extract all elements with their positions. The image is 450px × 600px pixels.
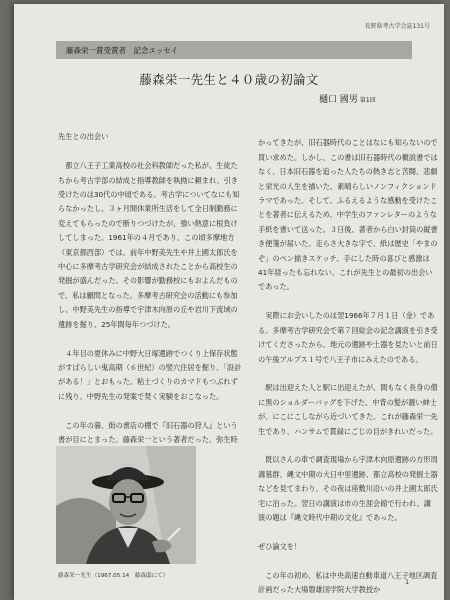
series-band [56,41,412,59]
author-line [319,92,376,105]
photo-caption: 藤森栄一先生（1967.05.14 藤森邸にて） [58,573,169,579]
series-label: 藤森栄一賞受賞者 記念エッセイ [66,46,179,55]
section-heading: ぜひ論文を！ [258,541,302,551]
page [14,4,444,600]
portrait-photo [56,446,196,564]
journal-header: 長野県考古学会誌131号 [364,23,430,30]
paragraph: 駅は出迎えた人と駅に出迎えたが、間もなく長身の僧に黒のショルダーバッグを下げた、中背の髪が濃い紳士が、にこにこしながら近づいてきた。これが藤森栄一先生であり、ハンサムで貫録にごじの目がきれいだった。 [258,383,438,436]
right-column [258,122,438,600]
paragraph: ４年目の夏休みに中野大日塚遺跡でつくり上保存状態がすばらしい鬼高期（６世紀）の竪穴住居を掘り、「設計がある！」とおもった。粘土づくりのカマドもつぶれずに残り、中野先生の発案で焚く実験をおこなった。 [58,348,242,401]
article-title: 藤森栄一先生と４０歳の初論文 [139,72,319,87]
author-name: 樋口 國男 [319,95,358,105]
paragraph: この年の暮、街の書店の棚で『旧石器の狩人』という書が目にとまった。藤森栄一という著者だった。弥生時 [58,420,238,444]
paragraph: かってきたが、旧石器時代のことはなにも知らないので買い求めた。しかし、この書は旧石器時代の概説書ではなく、日本旧石器を追った人たちの熱き志と苦闘、悲劇と栄光の人生を描いた、素晴らしいノンフィクションドラマであった。そして、ふるえるような感動を受けたことを著者に伝えるため、中学生のファンレターのような手紙を書いて送った。３日後、著者から白い封筒の縦書き便箋が届いた。走らさ大きな字で、紙は歴史「やまのぞ」のペン描きスケッチ、手にした時の喜びと感激は41年経ったも忘れない。これが先生との最初の出会いであった。 [258,138,438,292]
paragraph: この年の初め、私は中央高速自動車道八王子地区調査計画だった大場磐雄国学院大学教授か [258,570,438,594]
author-affiliation: 第1回 [359,97,376,104]
left-column [58,116,242,476]
portrait-illustration [56,446,196,564]
paragraph: 都立八王子工業高校の社会科教師だった私が、生徒たちから考古学部の結成と指導教師を執拗に頼まれ、引き受けたのは30代の中頃である。考古学についてなにも知らなかったし、３ヶ月間休業所生活をして全日制勤務に変えてもらったので断りつづけたが、強い熱意に根負けしてしまった。1961年の４月であり、この頃多摩地方（東京都西部）では、前年中野美先生や井上國太郎氏を中心に多摩考古学研究会が結成されたことから高校生の発掘が盛んだった。その影響が勤務校にもおよんだもので、私は顧問となった。多摩考古研究会の活動にも参加し、中野美先生の指導で宇津木向原の丘や岩川下流域の遺跡を掘り、25年間毎年つづけた。 [58,161,240,329]
paragraph: 実際にお会いしたのは翌1966年７月１日（金）である。多摩考古学研究会で第７回総会の記念講演を引き受けてくださったから、地元の遺跡や土器を見たいと前日の午後アルプス１号で八王子市にみえたのである。 [258,311,438,364]
page-number: 1 [405,578,410,586]
paragraph: 既以さんの車で調査現場から宇津木向原遺跡の方形周溝墓群、縄文中期の大日中里遺跡、都立高校の発掘土器などを見てまわり、その夜は座敷川沿いの井上國太郎氏宅に泊った。翌日の講演は市の生涯会館で行われ、講演の題は『縄文時代中期の文化』であった。 [258,455,438,522]
section-heading: 先生との出会い [58,132,109,142]
